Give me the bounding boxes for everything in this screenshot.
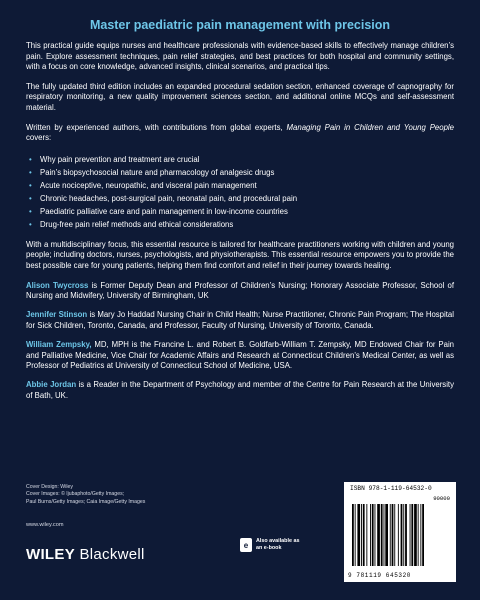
publisher-logo [26,546,145,563]
publisher-name-part2: Blackwell [75,546,145,563]
barcode-panel [344,482,456,582]
list-item: • Paediatric palliative care and pain management in low-income countries [40,205,454,218]
list-item: • Why pain prevention and treatment are crucial [40,153,454,166]
credit-line: Paul Burns/Getty Images; Caia Image/Getty Images [26,498,146,505]
credit-line: Cover Design: Wiley [26,484,73,490]
website-url: www.wiley.com [26,522,64,528]
ebook-badge [240,538,306,552]
audience-paragraph: With a multidisciplinary focus, this essential resource is tailored for healthcare practitioners working with children and young people; including doctors, nurses, psychologists, and physiotherapists. This essential resource empowers you to provide the best possible care for young patients, helping them find comfort and relief in their journey towards healing. [26,239,454,270]
cover-credits [26,484,145,506]
author-name: Jennifer Stinson [26,310,88,320]
headline: Master paediatric pain management with precision [89,18,391,32]
author-bio-text: is a Reader in the Department of Psychology and member of the Centre for Pain Research at the University of Bath, UK. [26,380,454,400]
ebook-text: Also available as an e-book [256,538,300,551]
publisher-name-part1: WILEY [26,546,75,563]
authors-intro-paragraph [26,123,454,144]
list-item: • Chronic headaches, post-surgical pain, neonatal pain, and procedural pain [40,192,454,205]
list-item: • Pain’s biopsychosocial nature and pharmacology of analgesic drugs [40,166,454,179]
ebook-icon: e [240,538,252,552]
author-name: William Zempsky, [26,340,92,350]
edition-paragraph: The fully updated third edition includes an expanded procedural sedation section, enhanced coverage of capnography for respiratory monitoring, a new quality improvement sciences section, and additional online MCQs and self-assessment material. [26,81,454,112]
author-bio-text: is Mary Jo Haddad Nursing Chair in Child Health; Nurse Practitioner, Chronic Pain Program; The Hospital for Sick Children, Toronto, Canada, and Professor, Faculty of Nursing, University of Toronto, Canada. [26,310,454,330]
credit-line: Cover Images: © ljubaphoto/Getty Images; [26,491,125,498]
barcode-digits: 9 781119 645320 [348,572,412,579]
barcode-icon [350,504,450,566]
author-bio [26,281,454,302]
topics-list [26,153,454,231]
intro-paragraph: This practical guide equips nurses and healthcare professionals with evidence-based skills to effectively manage children’s pain. Explore assessment techniques, pain relief strategies, and best practices for both hospital and community settings, with a focus on core knowledge, advanced insights, clinical scenarios, and practical tips. [26,41,454,72]
book-title: Managing Pain in Children and Young People [286,122,454,132]
author-bio [26,340,454,371]
price-code: 90000 [433,495,450,502]
author-bio-text: MD, MPH is the Francine L. and Robert B. Goldfarb-William T. Zempsky, MD Endowed Chair for Pain and Palliative Medicine, Vice Chair for Academic Affairs and Research at Connecticut Children’s Medical Center, as well as Professor of Pediatrics at University of Connecticut School of Medicine, USA. [26,340,455,370]
author-bio [26,380,454,401]
author-name: Abbie Jordan [26,380,77,390]
author-bio [26,310,454,331]
authors-intro-lead: Written by experienced authors, with contributions from global experts, [26,122,287,132]
list-item: • Drug-free pain relief methods and ethical considerations [40,218,454,231]
authors-intro-tail: covers: [26,133,52,143]
author-bio-text: is Former Deputy Dean and Professor of Children’s Nursing; Honorary Associate Professor, School of Nursing and Midwifery, University of Birmingham, UK [26,280,454,300]
author-name: Alison Twycross [26,280,89,290]
isbn-text: ISBN 978-1-119-64532-0 [350,485,432,492]
list-item: • Acute nociceptive, neuropathic, and visceral pain management [40,179,454,192]
